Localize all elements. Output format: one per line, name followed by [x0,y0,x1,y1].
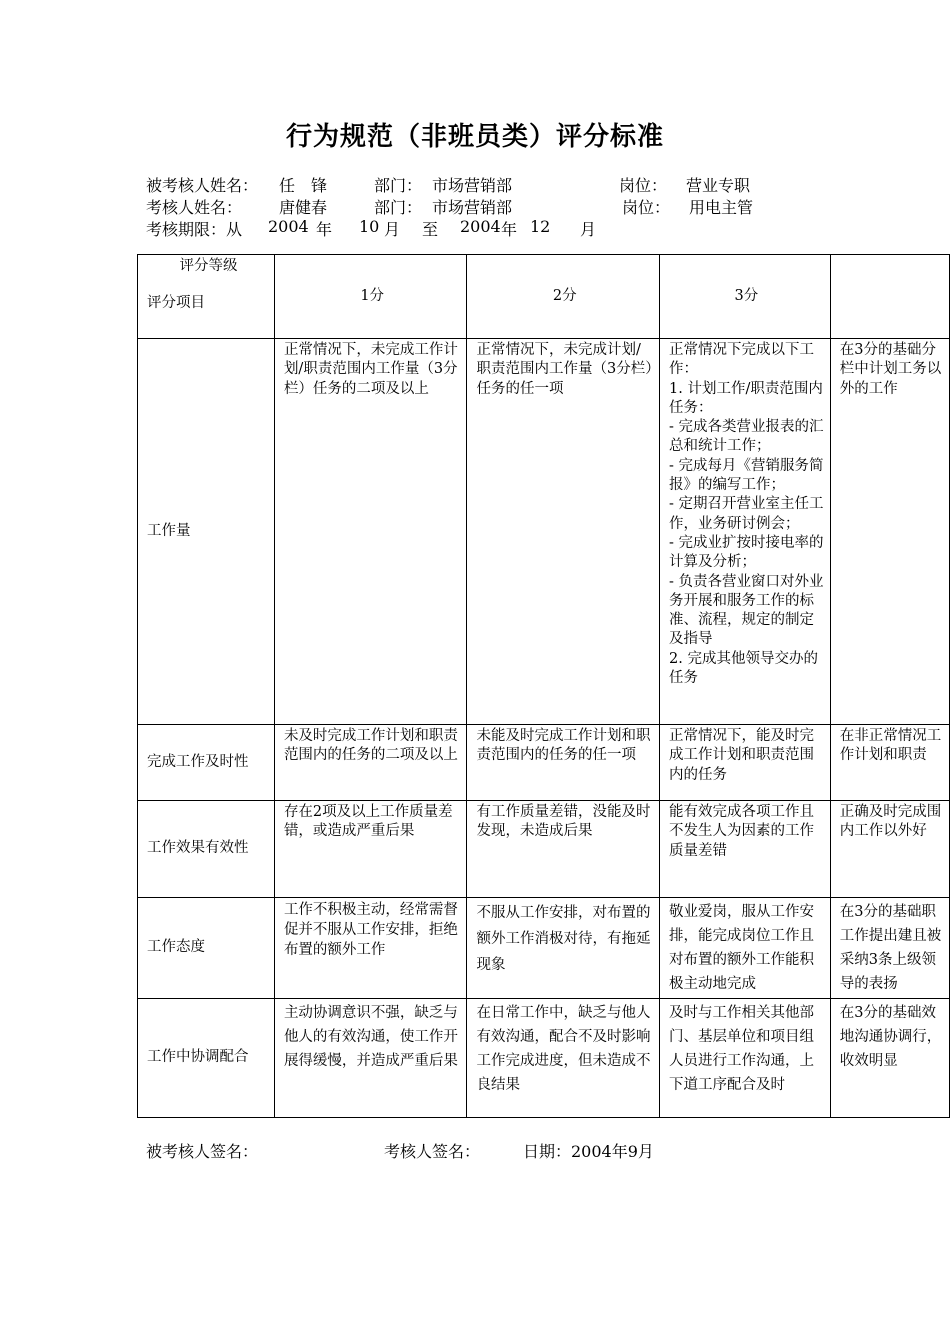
table-cell: 正常情况下，能及时完成工作计划和职责范围内的任务 [660,725,831,801]
table-cell: 在3分的基础效地沟通协调行，收效明显 [830,999,949,1118]
table-row [138,801,950,898]
table-cell: 正常情况下，未完成计划/职责范围内工作量（3分栏）任务的任一项 [467,339,660,725]
assessor-name-value: 唐健春 [279,198,328,217]
page-title: 行为规范（非班员类）评分标准 [285,122,664,152]
row-item-label: 完成工作及时性 [138,725,275,801]
table-cell: 及时与工作相关其他部门、基层单位和项目组人员进行工作沟通，上下道工序配合及时 [660,999,831,1118]
assessee-signature-label: 被考核人签名： [146,1142,259,1161]
row-item-label: 工作量 [138,339,275,725]
corner-score-level: 评分等级 [179,258,238,274]
period-to: 至 [422,220,439,239]
table-cell: 正常情况下，未完成工作计划/职责范围内工作量（3分栏）任务的二项及以上 [274,339,467,725]
period-month-unit-2: 月 [580,220,597,239]
assessor-name-label: 考核人姓名： [146,198,243,217]
period-label: 考核期限：从 [146,220,243,239]
table-cell: 在非正常情况工作计划和职责 [830,725,949,801]
period-month-unit-1: 月 [384,220,401,239]
assessee-name-label: 被考核人姓名： [146,176,259,195]
assessor-dept-label: 部门： [374,198,423,217]
table-cell: 未及时完成工作计划和职责范围内的任务的二项及以上 [274,725,467,801]
assessor-signature-label: 考核人签名： [384,1142,481,1161]
table-row [138,999,950,1118]
table-cell: 正确及时完成围内工作以外好 [830,801,949,898]
table-cell: 能有效完成各项工作且不发生人为因素的工作质量差错 [660,801,831,898]
assessee-name-value: 任 锋 [279,176,328,195]
period-start-year: 2004 [268,217,309,236]
assessor-post-value: 用电主管 [689,198,754,217]
period-end-year: 2004 [460,217,501,236]
row-item-label: 工作态度 [138,898,275,999]
table-row [138,339,950,725]
table-cell: 未能及时完成工作计划和职责范围内的任务的任一项 [467,725,660,801]
period-year-unit-2: 年 [501,220,518,239]
assessee-dept-value: 市场营销部 [432,176,513,195]
table-row [138,898,950,999]
period-end-month: 12 [530,217,551,236]
table-cell: 工作不积极主动，经常需督促并不服从工作安排，拒绝布置的额外工作 [274,898,467,999]
table-cell: 主动协调意识不强，缺乏与他人的有效沟通，使工作开展得缓慢，并造成严重后果 [274,999,467,1118]
score-header-1: 1分 [274,255,467,339]
assessor-post-label: 岗位： [622,198,671,217]
table-cell: 不服从工作安排，对布置的额外工作消极对待，有拖延现象 [467,898,660,999]
period-year-unit-1: 年 [316,220,333,239]
assessee-post-label: 岗位： [619,176,668,195]
score-header-2: 2分 [467,255,660,339]
period-start-month: 10 [359,217,380,236]
score-header-3: 3分 [660,255,831,339]
assessee-post-value: 营业专职 [686,176,751,195]
row-item-label: 工作效果有效性 [138,801,275,898]
corner-score-item: 评分项目 [147,295,205,312]
table-header-row [138,255,950,339]
table-cell: 在3分的基础分栏中计划工务以外的工作 [830,339,949,725]
table-cell: 有工作质量差错，没能及时发现，未造成后果 [467,801,660,898]
table-cell: 正常情况下完成以下工作： 1. 计划工作/职责范围内任务： - 完成各类营业报表的汇总和统计工作； - 完成每月《营销服务简报》的编写工作； - 定期召开营业室主任工作，业务研讨例会； - 完成业扩按时接电率的计算及分析； - 负责各营业窗口对外业务开展和服务工作的标准、流程，规定的制定及指导 2. 完成其他领导交办的任务 [660,339,831,725]
sign-date: 日期：2004年9月 [523,1142,654,1161]
row-item-label: 工作中协调配合 [138,999,275,1118]
assessor-dept-value: 市场营销部 [432,198,513,217]
assessee-dept-label: 部门： [374,176,423,195]
table-cell: 在3分的基础职工作提出建且被采纳3条上级领导的表扬 [830,898,949,999]
table-cell: 存在2项及以上工作质量差错，或造成严重后果 [274,801,467,898]
table-row [138,725,950,801]
score-header-4 [830,255,949,339]
corner-cell [138,255,275,339]
table-cell: 在日常工作中，缺乏与他人有效沟通，配合不及时影响工作完成进度，但未造成不良结果 [467,999,660,1118]
scoring-standard-table [137,254,950,1118]
table-cell: 敬业爱岗，服从工作安排，能完成岗位工作且对布置的额外工作能积极主动地完成 [660,898,831,999]
